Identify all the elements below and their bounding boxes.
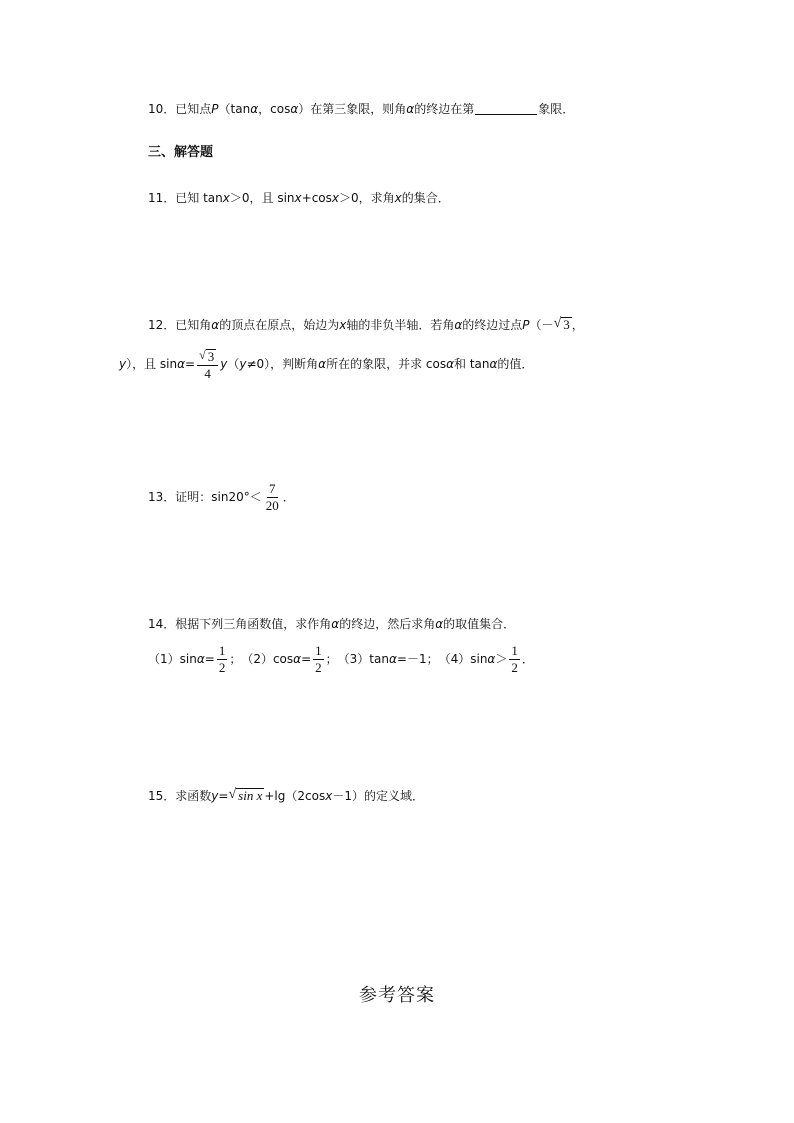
question-number: 10． <box>148 101 176 116</box>
question-12: 12． 已知角 α 的顶点在原点，始边为 x 轴的非负半轴．若角 α 的终边过点 P （－ √ 3 ， <box>148 316 584 332</box>
answers-heading: 参考答案 <box>359 985 435 1006</box>
answer-blank[interactable] <box>475 102 537 115</box>
fraction: $\frac{7}{20}$ <box>265 481 279 513</box>
question-number: 13． <box>148 490 176 505</box>
fraction: $\frac{1}{2}$ <box>511 643 518 675</box>
sqrt-expression: √ 3 <box>553 316 570 332</box>
question-number: 11． <box>148 191 176 205</box>
fraction: $\frac{1}{2}$ <box>218 643 226 675</box>
fraction: $\frac{1}{2}$ <box>315 643 322 675</box>
question-number: 15． <box>148 788 176 803</box>
section-heading: 三、解答题 <box>148 145 214 160</box>
fraction: √ 3 4 <box>197 348 218 381</box>
question-14-parts: （1）sin α = $\frac{1}{2}$ ； （2）cos α = $\frac{1}{2}$ ； （3）tan α =－1； （4）sin α ＞ $\frac{1}{2}$ ． <box>148 643 534 675</box>
question-11: 11． 已知 tan x ＞0，且 sin x +cos x ＞0，求角 x 的集合． <box>148 191 450 205</box>
sqrt-expression: √ sin x <box>228 787 263 803</box>
question-13: 13． 证明：sin20°＜ $\frac{7}{20}$ ． <box>148 481 295 513</box>
question-number: 14． <box>148 617 176 631</box>
question-number: 12． <box>148 317 176 332</box>
question-10: 10． 已知点 P （tan α ，cos α ）在第三象限，则角 α 的终边在第 象限． <box>148 101 575 116</box>
question-14: 14． 根据下列三角函数值，求作角 α 的终边，然后求角 α 的取值集合． <box>148 617 516 631</box>
question-12-continued: y ），且 sin α = √ 3 4 y （ y ≠0），判断角 α 所在的象限，并求 cos α 和 tan α 的值． <box>119 348 534 382</box>
question-15: 15． 求函数 y = √ sin x +lg（2cos x －1）的定义域． <box>148 787 424 803</box>
